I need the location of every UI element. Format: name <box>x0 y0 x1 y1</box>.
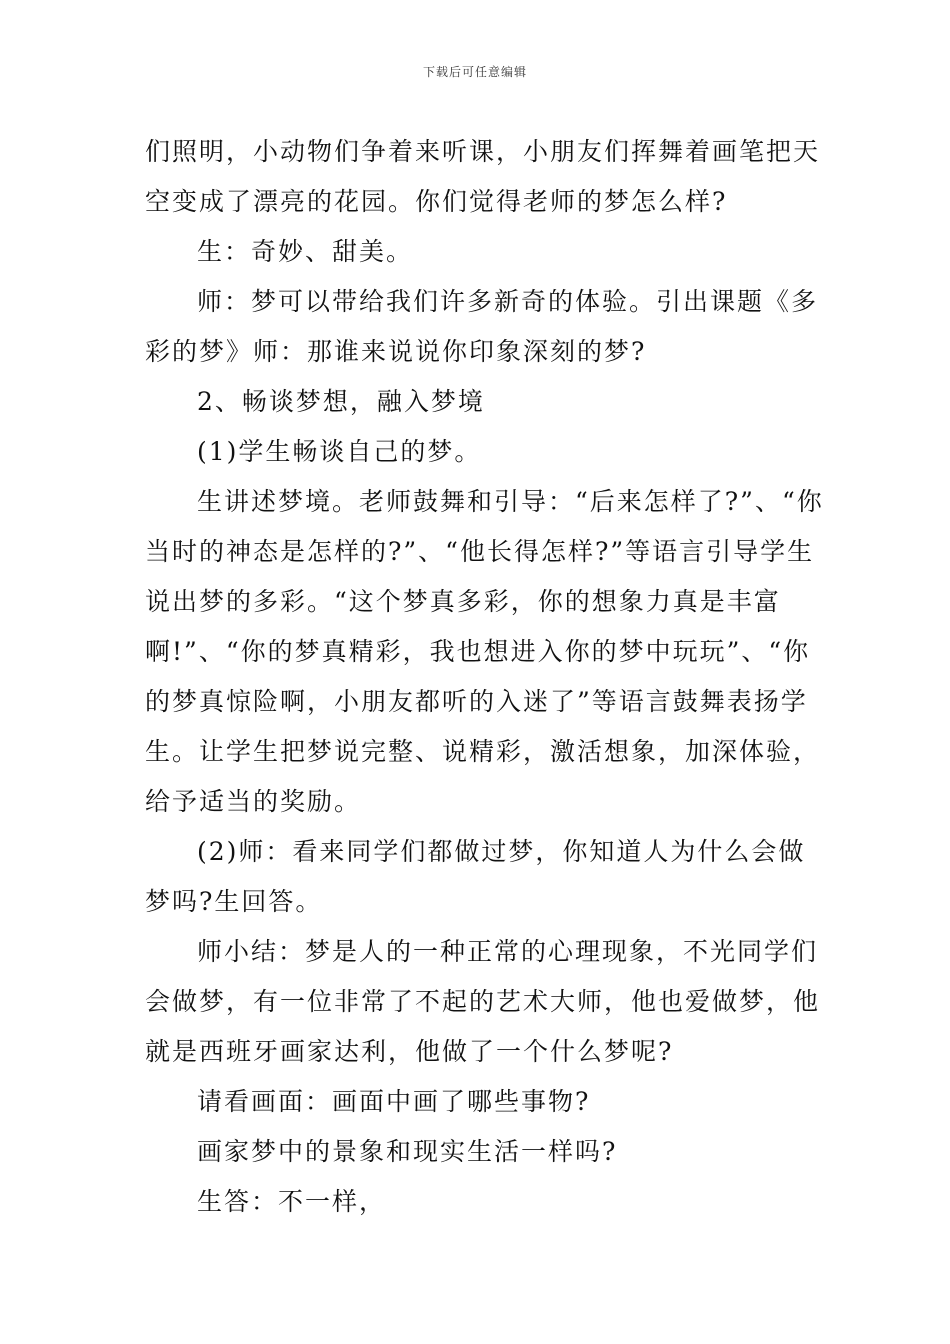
page-header: 下载后可任意编辑 <box>422 65 527 79</box>
document-body <box>145 127 825 1227</box>
paragraph-8: 师小结：梦是人的一种正常的心理现象，不光同学们会做梦，有一位非常了不起的艺术大师，他也爱做梦，他就是西班牙画家达利，他做了一个什么梦呢? <box>145 937 821 1066</box>
paragraph-11: 生答：不一样， <box>197 1187 387 1216</box>
paragraph-4: 2、畅谈梦想，融入梦境 <box>197 387 485 416</box>
paragraph-2: 生：奇妙、甜美。 <box>197 237 414 266</box>
paragraph-1: 们照明，小动物们争着来听课，小朋友们挥舞着画笔把天空变成了漂亮的花园。你们觉得老师的梦怎么样? <box>145 137 821 216</box>
paragraph-6: 生讲述梦境。老师鼓舞和引导：“后来怎样了?”、“你当时的神态是怎样的?”、“他长得怎样?”等语言引导学生说出梦的多彩。“这个梦真多彩，你的想象力真是丰富啊!”、“你的梦真精彩，我也想进入你的梦中玩玩”、“你的梦真惊险啊，小朋友都听的入迷了”等语言鼓舞表扬学生。让学生把梦说完整、说精彩，激活想象，加深体验，给予适当的奖励。 <box>145 487 824 816</box>
paragraph-7: (2)师：看来同学们都做过梦，你知道人为什么会做梦吗?生回答。 <box>145 837 806 916</box>
paragraph-10: 画家梦中的景象和现实生活一样吗? <box>197 1137 618 1166</box>
paragraph-9: 请看画面：画面中画了哪些事物? <box>197 1087 591 1116</box>
paragraph-5: (1)学生畅谈自己的梦。 <box>197 437 482 466</box>
paragraph-3: 师：梦可以带给我们许多新奇的体验。引出课题《多彩的梦》师：那谁来说说你印象深刻的梦? <box>145 287 819 366</box>
